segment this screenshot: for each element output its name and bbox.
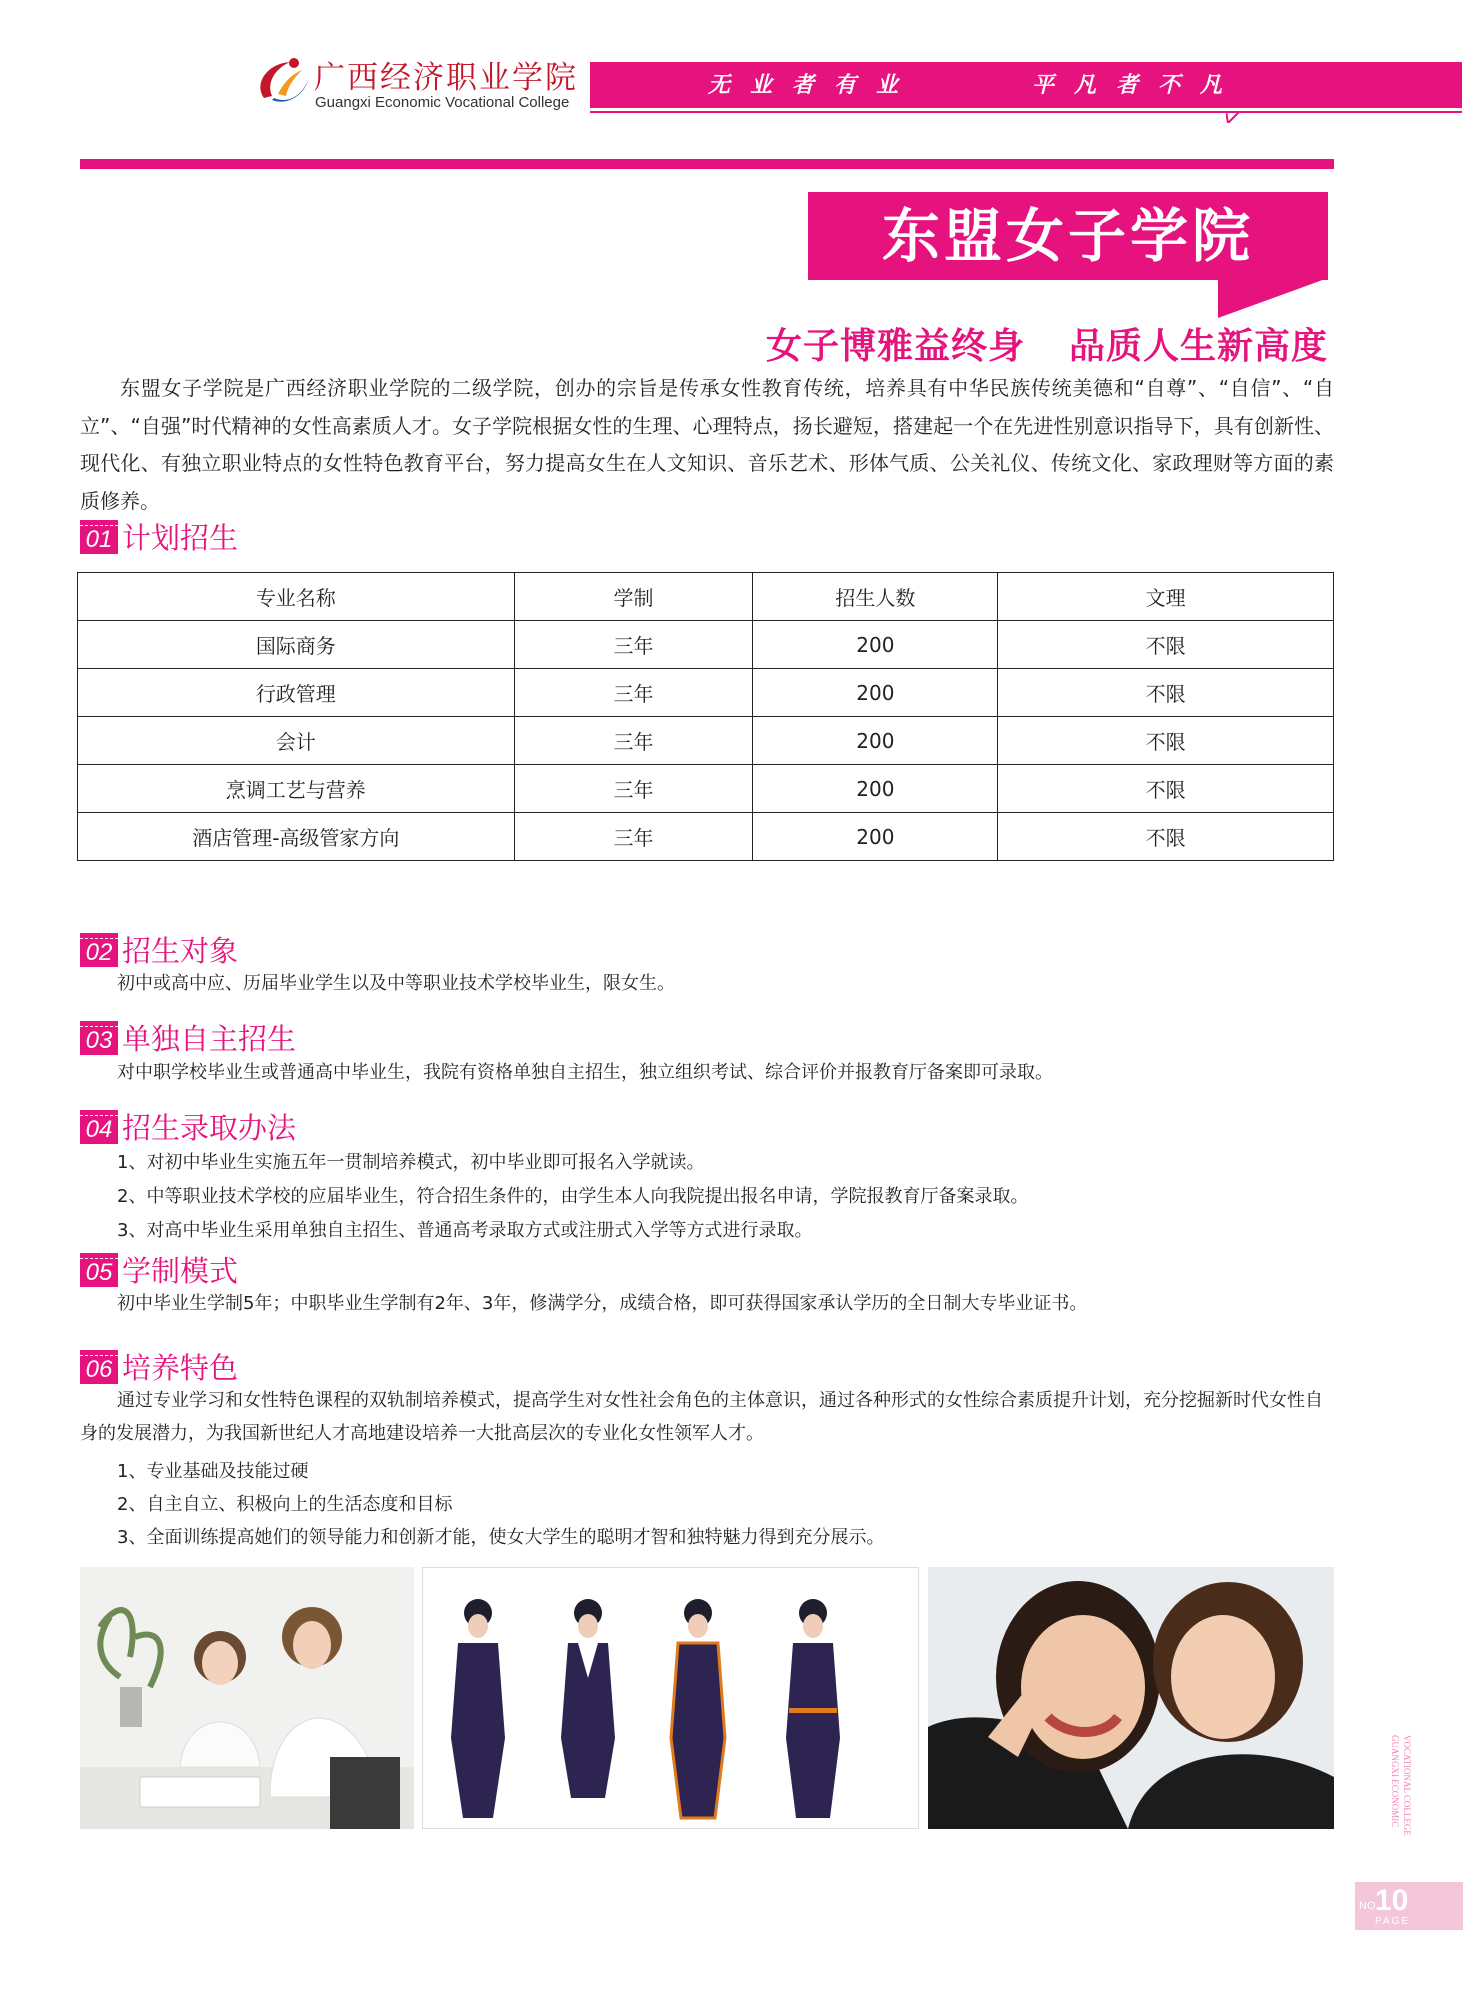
list-item: 1、对初中毕业生实施五年一贯制培养模式，初中毕业即可报名入学就读。 xyxy=(117,1152,705,1173)
title-banner xyxy=(808,192,1328,280)
photo-smiling-students xyxy=(928,1567,1334,1829)
table-header-cell: 招生人数 xyxy=(753,573,998,621)
page-number-prefix: NO. xyxy=(1359,1900,1379,1912)
list-item: 1、专业基础及技能过硬 xyxy=(117,1461,309,1482)
section-header-03 xyxy=(80,1017,297,1056)
section-number-badge: 02 xyxy=(80,933,118,967)
section-header-05 xyxy=(80,1249,239,1288)
slogan-right: 平凡者不凡 xyxy=(1032,72,1243,98)
section-header-04 xyxy=(80,1106,297,1145)
table-cell: 三年 xyxy=(514,813,753,861)
table-cell: 200 xyxy=(753,669,998,717)
independent-admission-text: 对中职学校毕业生或普通高中毕业生，我院有资格单独自主招生，独立组织考试、综合评价并报教育厅备案即可录取。 xyxy=(117,1062,1053,1083)
section-number-badge: 01 xyxy=(80,520,118,554)
section-title: 计划招生 xyxy=(122,521,239,555)
section-title: 招生录取办法 xyxy=(122,1111,297,1145)
svg-text:GUANGXI ECONOMIC: GUANGXI ECONOMIC xyxy=(1390,1735,1400,1828)
table-cell: 三年 xyxy=(514,669,753,717)
table-row xyxy=(78,813,1334,861)
page-label: PAGE xyxy=(1375,1916,1411,1927)
education-system-text: 初中毕业生学制5年；中职毕业生学制有2年、3年，修满学分，成绩合格，即可获得国家承认学历的全日制大专毕业证书。 xyxy=(117,1293,1088,1314)
page-title: 东盟女子学院 xyxy=(881,202,1254,270)
table-cell: 三年 xyxy=(514,717,753,765)
title-banner-tail xyxy=(1218,278,1328,318)
logo-chinese-name: 广西经济职业学院 xyxy=(314,60,578,96)
table-header-cell: 专业名称 xyxy=(78,573,515,621)
table-header-cell: 文理 xyxy=(998,573,1334,621)
table-cell: 行政管理 xyxy=(78,669,515,717)
table-cell: 国际商务 xyxy=(78,621,515,669)
table-cell: 三年 xyxy=(514,621,753,669)
logo-emblem-icon xyxy=(252,54,312,114)
subtitle xyxy=(766,318,1328,369)
page-number-tab xyxy=(1355,1882,1463,1930)
table-row xyxy=(78,621,1334,669)
table-cell: 不限 xyxy=(998,669,1334,717)
table-cell: 不限 xyxy=(998,813,1334,861)
section-title: 单独自主招生 xyxy=(122,1022,297,1056)
list-item: 2、自主自立、积极向上的生活态度和目标 xyxy=(117,1494,453,1515)
table-cell: 200 xyxy=(753,621,998,669)
table-cell: 200 xyxy=(753,813,998,861)
intro-paragraph: 东盟女子学院是广西经济职业学院的二级学院，创办的宗旨是传承女性教育传统，培养具有中华民族传统美德和“自尊”、“自信”、“自立”、“自强”时代精神的女性高素质人才。女子学院根据女性的生理、心理特点，扬长避短，搭建起一个在先进性别意识指导下，具有创新性、现代化、有独立职业特点的女性特色教育平台，努力提高女生在人文知识、音乐艺术、形体气质、公关礼仪、传统文化、家政理财等方面的素质修养。 xyxy=(80,376,1334,513)
table-header-cell: 学制 xyxy=(514,573,753,621)
header-divider xyxy=(80,159,1334,169)
table-row xyxy=(78,765,1334,813)
side-college-name xyxy=(1378,1735,1418,1875)
table-cell: 烹调工艺与营养 xyxy=(78,765,515,813)
table-cell: 不限 xyxy=(998,717,1334,765)
table-cell: 会计 xyxy=(78,717,515,765)
list-item: 3、对高中毕业生采用单独自主招生、普通高考录取方式或注册式入学等方式进行录取。 xyxy=(117,1220,813,1241)
section-header-01 xyxy=(80,516,239,555)
table-cell: 酒店管理-高级管家方向 xyxy=(78,813,515,861)
table-cell: 不限 xyxy=(998,621,1334,669)
list-item: 2、中等职业技术学校的应届毕业生，符合招生条件的，由学生本人向我院提出报名申请，学院报教育厅备案录取。 xyxy=(117,1186,1029,1207)
section-title: 招生对象 xyxy=(122,934,239,968)
table-cell: 三年 xyxy=(514,765,753,813)
section-title: 培养特色 xyxy=(122,1351,239,1385)
section-number-badge: 06 xyxy=(80,1350,118,1384)
photo-students-office xyxy=(80,1567,414,1829)
section-number-badge: 05 xyxy=(80,1253,118,1287)
training-feature-text: 通过专业学习和女性特色课程的双轨制培养模式，提高学生对女性社会角色的主体意识，通过各种形式的女性综合素质提升计划，充分挖掘新时代女性自身的发展潜力，为我国新世纪人才高地建设培养一大批高层次的专业化女性领军人才。 xyxy=(80,1390,1323,1444)
table-header-row xyxy=(78,573,1334,621)
table-cell: 不限 xyxy=(998,765,1334,813)
subtitle-right: 品质人生新高度 xyxy=(1068,326,1328,367)
section-number-badge: 03 xyxy=(80,1021,118,1055)
slogan-underline xyxy=(590,111,1462,113)
slogan-left: 无业者有业 xyxy=(708,72,919,98)
table-row xyxy=(78,717,1334,765)
section-header-06 xyxy=(80,1346,239,1385)
logo-english-name: Guangxi Economic Vocational College xyxy=(315,94,570,111)
section-number-badge: 04 xyxy=(80,1110,118,1144)
page-number: 10 xyxy=(1375,1884,1409,1917)
section-header-02 xyxy=(80,929,239,968)
enrollment-table xyxy=(77,572,1334,861)
table-row xyxy=(78,669,1334,717)
svg-text:VOCATIONAL COLLEGE: VOCATIONAL COLLEGE xyxy=(1402,1735,1412,1836)
slogan-notch-decoration xyxy=(1226,111,1240,123)
table-cell: 200 xyxy=(753,765,998,813)
table-cell: 200 xyxy=(753,717,998,765)
list-item: 3、全面训练提高她们的领导能力和创新才能，使女大学生的聪明才智和独特魅力得到充分展示。 xyxy=(117,1527,885,1548)
photo-uniforms xyxy=(422,1567,919,1829)
section-title: 学制模式 xyxy=(122,1254,239,1288)
college-logo xyxy=(252,52,582,118)
target-text: 初中或高中应、历届毕业学生以及中等职业技术学校毕业生，限女生。 xyxy=(117,973,675,994)
slogan-bar xyxy=(590,62,1462,108)
subtitle-left: 女子博雅益终身 xyxy=(765,326,1025,367)
